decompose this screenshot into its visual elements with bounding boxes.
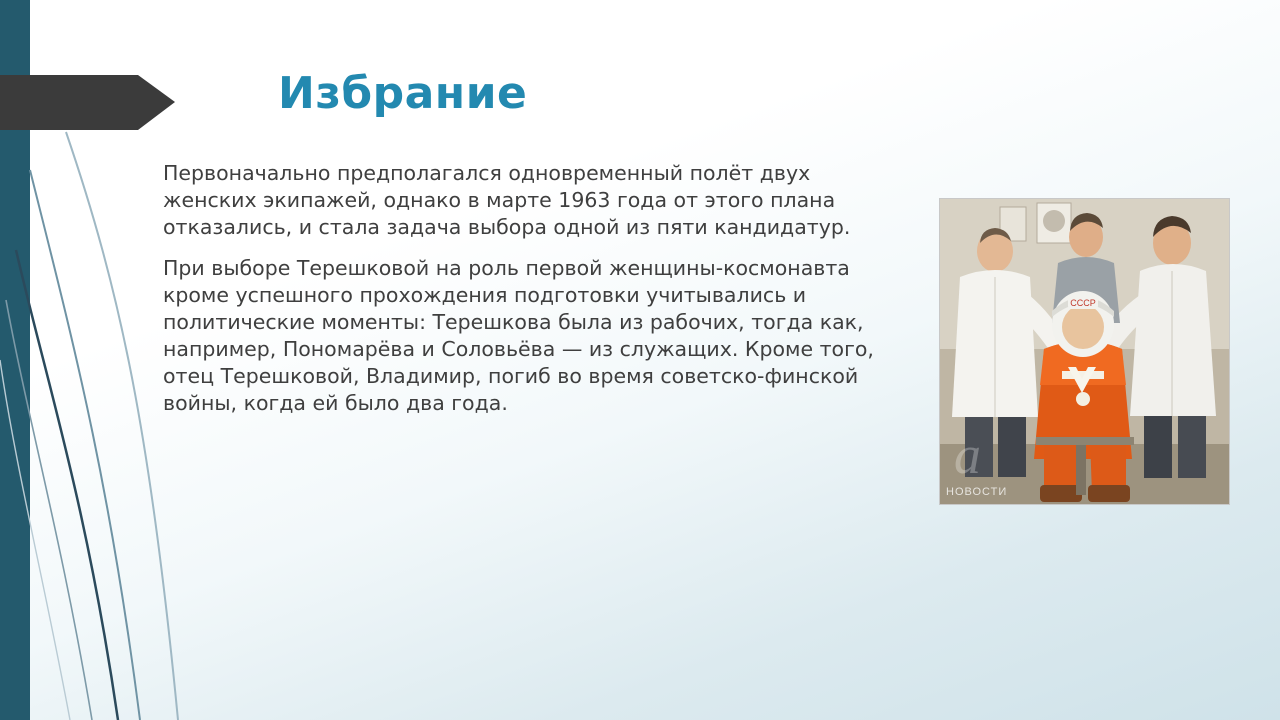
paragraph-2: При выборе Терешковой на роль первой женщины-космонавта кроме успешного прохождения подготовки учитывались и политические моменты: Терешкова была из рабочих, тогда как, например, Пономарёва и Соловьёва — из служащих. Кроме того, отец Терешковой, Владимир, погиб во время советско-финской войны, когда ей было два года. [163, 256, 874, 416]
page-title: Избрание [278, 68, 528, 119]
svg-text:СССР: СССР [1070, 298, 1096, 308]
photo-watermark-large: а [954, 425, 981, 485]
title-arrow-banner [0, 75, 175, 130]
photo-watermark-small: НОВОСТИ [946, 486, 1008, 498]
photo-illustration [940, 199, 1229, 504]
photo-tereshkova [939, 198, 1230, 505]
body-text [163, 160, 885, 431]
paragraph-1: Первоначально предполагался одновременный полёт двух женских экипажей, однако в марте 1963 года от этого плана отказались, и стала задача выбора одной из пяти кандидатур. [163, 161, 851, 240]
